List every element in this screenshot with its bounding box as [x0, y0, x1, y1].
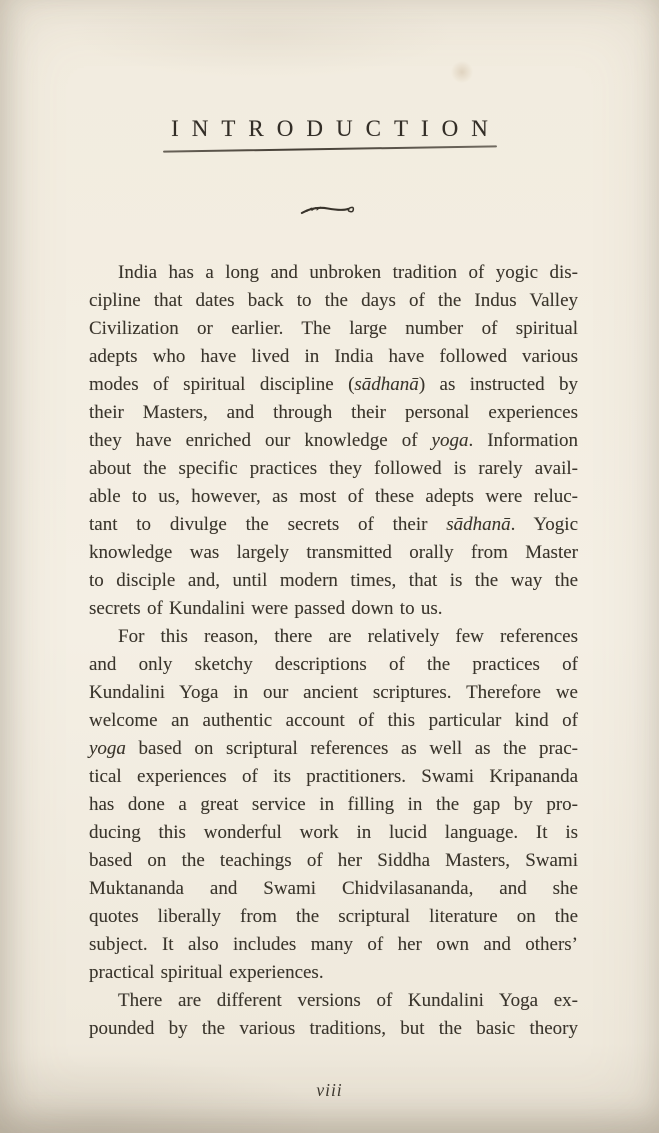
- text-line: [89, 707, 578, 735]
- text-segment: Civilization or earlier. The large number of spiritual: [89, 318, 578, 339]
- text-line: [89, 875, 578, 903]
- text-segment: welcome an authentic account of this particular kind of: [89, 710, 578, 731]
- swash-ornament-icon: [299, 201, 357, 221]
- italic-term: yoga: [431, 430, 469, 451]
- page-number: viii: [316, 1080, 343, 1100]
- text-segment: modes of spiritual discipline (: [89, 374, 355, 395]
- text-line: [89, 847, 578, 875]
- text-line: [89, 567, 578, 595]
- italic-term: sādhanā: [354, 374, 419, 395]
- text-line: [89, 623, 578, 651]
- text-segment: Muktananda and Swami Chidvilasananda, and she: [89, 878, 578, 899]
- text-segment: tant to divulge the secrets of their: [89, 514, 447, 535]
- text-segment: able to us, however, as most of these adepts were reluc-: [89, 486, 578, 507]
- text-segment: quotes liberally from the scriptural literature on the: [89, 906, 578, 927]
- body-text: [89, 259, 578, 1043]
- title-underline: [163, 145, 497, 152]
- text-segment: practical spiritual experiences.: [89, 962, 324, 983]
- text-line: [89, 259, 578, 287]
- italic-term: sādhanā: [446, 514, 511, 535]
- text-segment: based on scriptural references as well as the prac-: [125, 738, 578, 759]
- text-line: [89, 959, 578, 987]
- text-line: [89, 903, 578, 931]
- text-segment: ducing this wonderful work in lucid language. It is: [89, 822, 578, 843]
- text-line: [89, 371, 578, 399]
- text-segment: Kundalini Yoga in our ancient scriptures. Therefore we: [89, 682, 578, 703]
- text-line: [89, 791, 578, 819]
- text-line: [89, 539, 578, 567]
- text-segment: they have enriched our knowledge of: [89, 430, 432, 451]
- text-segment: based on the teachings of her Siddha Masters, Swami: [89, 850, 578, 871]
- text-line: [89, 1015, 578, 1043]
- text-line: [89, 735, 578, 763]
- text-line: [89, 427, 578, 455]
- text-segment: secrets of Kundalini were passed down to us.: [89, 598, 443, 619]
- text-line: [89, 763, 578, 791]
- text-segment: For this reason, there are relatively few references: [118, 626, 578, 647]
- italic-term: yoga: [89, 738, 126, 759]
- text-line: [89, 987, 578, 1015]
- text-line: [89, 595, 578, 623]
- text-segment: . Yogic: [510, 514, 579, 535]
- text-segment: pounded by the various traditions, but the basic theory: [89, 1018, 578, 1039]
- text-segment: adepts who have lived in India have followed various: [89, 346, 578, 367]
- text-line: [89, 679, 578, 707]
- text-segment: and only sketchy descriptions of the practices of: [89, 654, 578, 675]
- text-line: [89, 819, 578, 847]
- text-line: [89, 483, 578, 511]
- text-segment: knowledge was largely transmitted orally from Master: [89, 542, 578, 563]
- text-segment: . Information: [468, 430, 578, 451]
- text-segment: There are different versions of Kundalini Yoga ex-: [118, 990, 578, 1011]
- text-segment: cipline that dates back to the days of the Indus Valley: [89, 290, 578, 311]
- text-segment: has done a great service in filling in the gap by pro-: [89, 794, 578, 815]
- text-line: [89, 931, 578, 959]
- text-segment: ) as instructed by: [418, 374, 579, 395]
- text-segment: India has a long and unbroken tradition of yogic dis-: [118, 262, 578, 283]
- text-segment: their Masters, and through their personal experiences: [89, 402, 578, 423]
- text-line: [89, 315, 578, 343]
- text-segment: about the specific practices they followed is rarely avail-: [89, 458, 578, 479]
- chapter-heading: [0, 116, 659, 150]
- text-line: [89, 343, 578, 371]
- text-segment: tical experiences of its practitioners. Swami Kripananda: [89, 766, 578, 787]
- text-line: [89, 651, 578, 679]
- text-segment: to disciple and, until modern times, that is the way the: [89, 570, 578, 591]
- text-line: [89, 455, 578, 483]
- page-title: INTRODUCTION: [171, 116, 501, 141]
- text-line: [89, 511, 578, 539]
- text-segment: subject. It also includes many of her own and others’: [89, 934, 578, 955]
- text-line: [89, 287, 578, 315]
- text-line: [89, 399, 578, 427]
